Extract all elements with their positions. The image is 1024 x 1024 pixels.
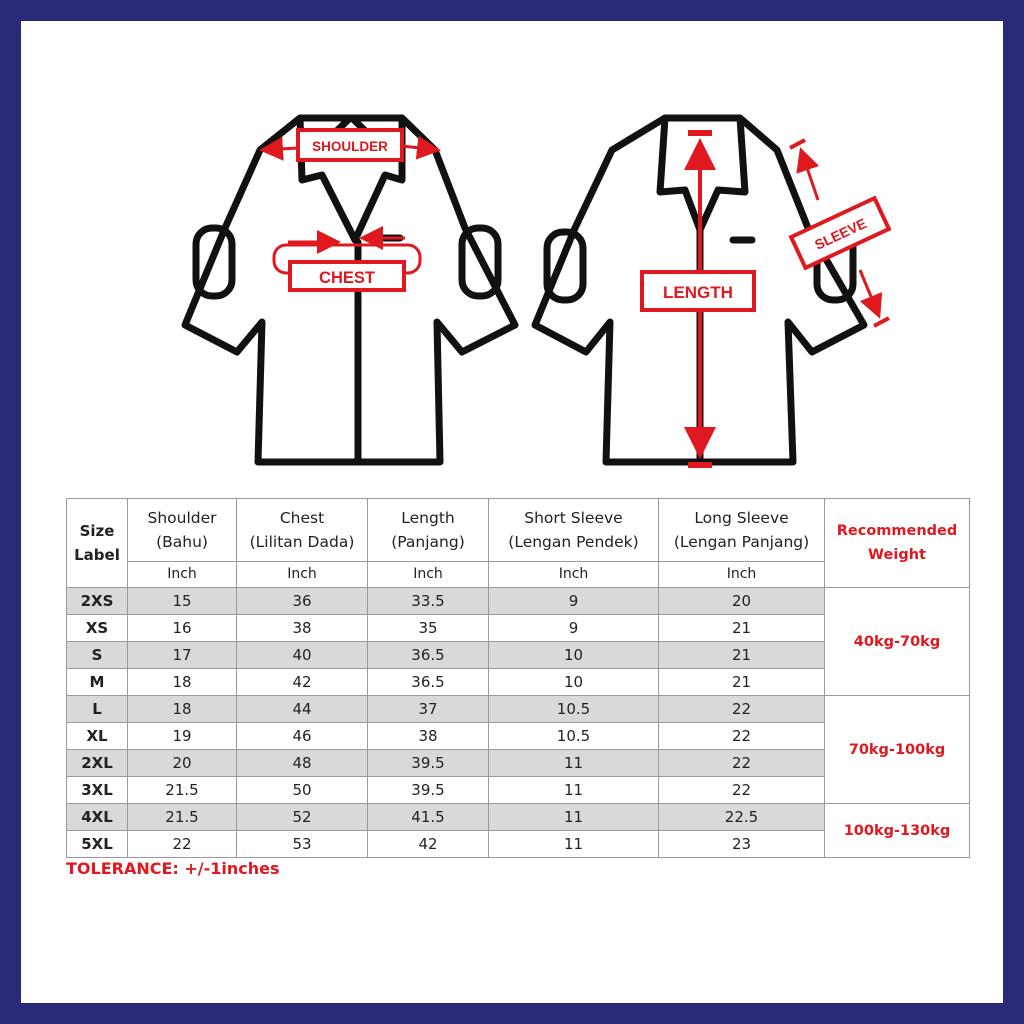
long-sleeve-cell: 22: [659, 750, 825, 777]
long-sleeve-cell: 21: [659, 615, 825, 642]
size-label-cell: 2XL: [67, 750, 128, 777]
short-sleeve-cell: 9: [489, 588, 659, 615]
shoulder-cell: 18: [128, 669, 237, 696]
header-text: Label: [74, 546, 120, 564]
short-sleeve-cell: 10: [489, 642, 659, 669]
header-text: Shoulder: [147, 509, 217, 527]
unit-cell: Inch: [237, 562, 368, 588]
chest-cell: 52: [237, 804, 368, 831]
length-cell: 37: [368, 696, 489, 723]
length-cell: 41.5: [368, 804, 489, 831]
length-label: LENGTH: [663, 283, 733, 302]
size-label-cell: XL: [67, 723, 128, 750]
size-diagram: [0, 0, 1024, 490]
shoulder-cell: 17: [128, 642, 237, 669]
short-sleeve-cell: 11: [489, 777, 659, 804]
unit-cell: Inch: [368, 562, 489, 588]
long-sleeve-cell: 20: [659, 588, 825, 615]
long-sleeve-cell: 21: [659, 642, 825, 669]
long-sleeve-cell: 23: [659, 831, 825, 858]
length-cell: 38: [368, 723, 489, 750]
long-sleeve-cell: 22: [659, 696, 825, 723]
length-cell: 42: [368, 831, 489, 858]
chest-cell: 36: [237, 588, 368, 615]
short-sleeve-cell: 10: [489, 669, 659, 696]
table-row: [67, 588, 970, 615]
size-label-cell: 2XS: [67, 588, 128, 615]
sleeve-label: SLEEVE: [812, 214, 869, 253]
short-sleeve-cell: 11: [489, 750, 659, 777]
size-label-cell: L: [67, 696, 128, 723]
size-label-cell: M: [67, 669, 128, 696]
chest-cell: 40: [237, 642, 368, 669]
recommended-weight-cell: 70kg-100kg: [825, 696, 970, 804]
recommended-weight-cell: 100kg-130kg: [825, 804, 970, 858]
shoulder-label: SHOULDER: [312, 139, 388, 154]
header-text: Long Sleeve: [694, 509, 789, 527]
long-sleeve-cell: 22.5: [659, 804, 825, 831]
unit-cell: Inch: [489, 562, 659, 588]
length-cell: 36.5: [368, 669, 489, 696]
chest-label: CHEST: [319, 269, 375, 287]
size-label-cell: 3XL: [67, 777, 128, 804]
shoulder-cell: 20: [128, 750, 237, 777]
short-sleeve-cell: 9: [489, 615, 659, 642]
chest-cell: 44: [237, 696, 368, 723]
length-cell: 39.5: [368, 750, 489, 777]
shoulder-header: [128, 499, 237, 562]
size-label-cell: 5XL: [67, 831, 128, 858]
size-rows: [67, 588, 970, 858]
chest-measure: [274, 238, 420, 290]
recommended-weight-cell: 40kg-70kg: [825, 588, 970, 696]
size-chart-table: [66, 498, 970, 858]
shoulder-cell: 22: [128, 831, 237, 858]
shoulder-cell: 18: [128, 696, 237, 723]
shoulder-cell: 16: [128, 615, 237, 642]
length-header: [368, 499, 489, 562]
header-text: Chest: [279, 509, 325, 527]
header-text: Size: [79, 522, 115, 540]
short-sleeve-cell: 11: [489, 831, 659, 858]
table-row: [67, 696, 970, 723]
length-cell: 36.5: [368, 642, 489, 669]
size-label-cell: S: [67, 642, 128, 669]
length-cell: 39.5: [368, 777, 489, 804]
header-text: (Panjang): [391, 533, 465, 551]
size-label-cell: XS: [67, 615, 128, 642]
short-sleeve-header: [489, 499, 659, 562]
shoulder-cell: 21.5: [128, 777, 237, 804]
header-text: (Lilitan Dada): [249, 533, 355, 551]
header-text: (Lengan Pendek): [508, 533, 639, 551]
chest-cell: 48: [237, 750, 368, 777]
shoulder-cell: 21.5: [128, 804, 237, 831]
header-text: (Lengan Panjang): [673, 533, 810, 551]
short-sleeve-cell: 11: [489, 804, 659, 831]
chest-cell: 46: [237, 723, 368, 750]
header-text: Recommended: [836, 523, 958, 539]
header-text: Weight: [868, 547, 926, 563]
long-sleeve-cell: 22: [659, 777, 825, 804]
unit-cell: Inch: [659, 562, 825, 588]
chest-cell: 38: [237, 615, 368, 642]
short-sleeve-cell: 10.5: [489, 696, 659, 723]
chest-cell: 50: [237, 777, 368, 804]
header-text: (Bahu): [156, 533, 208, 551]
long-sleeve-cell: 22: [659, 723, 825, 750]
header-text: Length: [401, 509, 455, 527]
shoulder-measure: [262, 130, 438, 160]
header-text: Short Sleeve: [524, 509, 623, 527]
shoulder-cell: 19: [128, 723, 237, 750]
unit-cell: Inch: [128, 562, 237, 588]
recommended-weight-header: [825, 499, 970, 588]
length-cell: 35: [368, 615, 489, 642]
chest-cell: 53: [237, 831, 368, 858]
header-row: [67, 499, 970, 562]
table-row: [67, 804, 970, 831]
tolerance-note: TOLERANCE: +/-1inches: [66, 859, 280, 878]
size-label-header: [67, 499, 128, 588]
long-sleeve-header: [659, 499, 825, 562]
length-cell: 33.5: [368, 588, 489, 615]
chest-header: [237, 499, 368, 562]
long-sleeve-cell: 21: [659, 669, 825, 696]
size-label-cell: 4XL: [67, 804, 128, 831]
short-sleeve-cell: 10.5: [489, 723, 659, 750]
shoulder-cell: 15: [128, 588, 237, 615]
chest-cell: 42: [237, 669, 368, 696]
